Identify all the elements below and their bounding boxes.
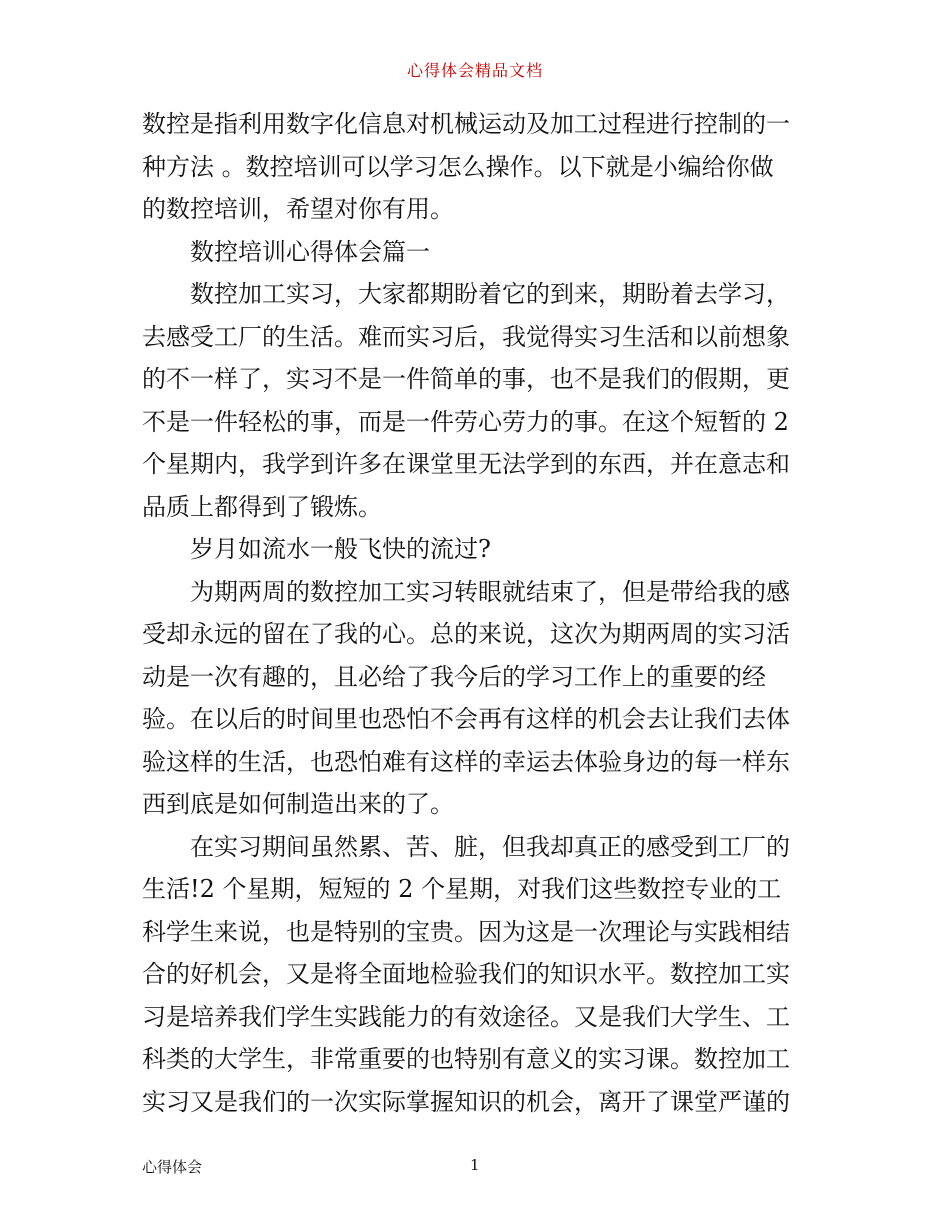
text-line: 西到底是如何制造出来的了。	[142, 790, 454, 818]
text-line: 为期两周的数控加工实习转眼就结束了，但是带给我的感	[190, 577, 790, 606]
text-line: 不是一件轻松的事，而是一件劳心劳力的事。在这个短暂的 2	[142, 407, 789, 436]
text-line: 岁月如流水一般飞快的流过?	[190, 535, 491, 563]
page-number: 1	[470, 1156, 480, 1174]
text-line: 个星期内，我学到许多在课堂里无法学到的东西，并在意志和	[142, 450, 790, 478]
text-line: 的数控培训，希望对你有用。	[142, 195, 454, 223]
text-line: 习是培养我们学生实践能力的有效途径。又是我们大学生、工	[142, 1002, 790, 1031]
text-line: 受却永远的留在了我的心。总的来说，这次为期两周的实习活	[142, 620, 790, 648]
text-line: 生活!2 个星期，短短的 2 个星期，对我们这些数控专业的工	[142, 875, 782, 903]
text-line: 实习又是我们的一次实际掌握知识的机会，离开了课堂严谨的	[142, 1087, 790, 1116]
text-line: 验。在以后的时间里也恐怕不会再有这样的机会去让我们去体	[142, 705, 790, 733]
text-line: 的不一样了，实习不是一件简单的事，也不是我们的假期，更	[142, 365, 790, 393]
text-line: 品质上都得到了锻炼。	[142, 492, 382, 521]
text-line: 去感受工厂的生活。难而实习后，我觉得实习生活和以前想象	[142, 322, 790, 351]
section-heading: 数控培训心得体会篇一	[190, 237, 430, 266]
text-line: 科类的大学生，非常重要的也特别有意义的实习课。数控加工	[142, 1045, 790, 1073]
text-line: 数控加工实习，大家都期盼着它的到来，期盼着去学习，	[190, 280, 790, 308]
text-line: 数控是指利用数字化信息对机械运动及加工过程进行控制的一	[142, 110, 790, 138]
text-line: 种方法 。数控培训可以学习怎么操作。以下就是小编给你做	[142, 152, 774, 181]
text-line: 合的好机会，又是将全面地检验我们的知识水平。数控加工实	[142, 960, 790, 988]
text-line: 科学生来说，也是特别的宝贵。因为这是一次理论与实践相结	[142, 917, 790, 946]
text-line: 动是一次有趣的，且必给了我今后的学习工作上的重要的经	[142, 662, 766, 691]
text-line: 在实习期间虽然累、苦、脏，但我却真正的感受到工厂的	[190, 832, 790, 861]
document-header-title: 心得体会精品文档	[406, 61, 543, 80]
text-line: 验这样的生活，也恐怕难有这样的幸运去体验身边的每一样东	[142, 747, 790, 776]
footer-label: 心得体会	[142, 1158, 203, 1176]
document-body	[142, 103, 814, 1123]
